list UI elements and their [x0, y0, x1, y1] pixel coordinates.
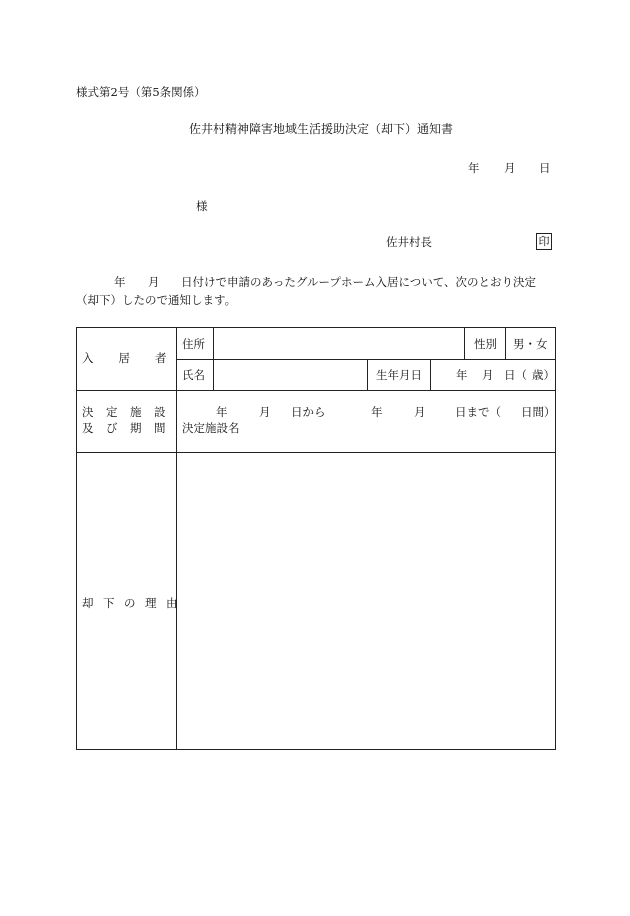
document-title: 佐井村精神障害地域生活援助決定（却下）通知書 [189, 122, 454, 136]
body-text-line1: 日付けで申請のあったグループホーム入居について、次のとおり決定 [181, 275, 537, 289]
gender-label-right-line [505, 327, 506, 359]
reason-label: 却下の理由 [82, 596, 187, 610]
form-number: 様式第2号（第5条関係） [76, 85, 206, 99]
table-border-left [76, 327, 77, 750]
birthdate-label-right-line [430, 359, 431, 390]
birthdate-label: 生年月日 [376, 368, 422, 382]
gender-label-left-line [464, 327, 465, 359]
date-day: 日 [539, 161, 551, 175]
resident-label: 入居者 [82, 351, 192, 365]
gender-label: 性別 [474, 337, 497, 351]
period-from-month: 月 [259, 405, 271, 419]
table-divider-period [76, 452, 556, 453]
table-border-right [555, 327, 556, 750]
period-days: 日間） [521, 405, 556, 419]
period-label-line2: 及び期間 [82, 421, 178, 435]
table-border-bottom [76, 749, 556, 750]
facility-name-label: 決定施設名 [182, 421, 240, 435]
table-label-column-line [176, 327, 177, 750]
period-to-year: 年 [371, 405, 383, 419]
reason-field[interactable] [178, 454, 554, 748]
period-to-month: 月 [414, 405, 426, 419]
birth-year: 年 [456, 368, 468, 382]
name-field[interactable] [215, 361, 365, 388]
age-suffix: 歳） [532, 368, 555, 382]
body-month: 月 [148, 275, 160, 289]
period-to-day: 日まで（ [455, 405, 501, 419]
birth-day-age-open: 日（ [504, 368, 527, 382]
period-from-year: 年 [216, 405, 228, 419]
date-year: 年 [468, 161, 480, 175]
birth-month: 月 [482, 368, 494, 382]
body-year: 年 [114, 275, 126, 289]
official-seal-mark: 印 [536, 233, 552, 250]
name-label: 氏名 [182, 368, 205, 382]
body-text-line2: （却下）したので通知します。 [76, 293, 237, 307]
table-divider-address [176, 359, 556, 360]
address-label-line [213, 327, 214, 390]
period-label-line1: 決定施設 [82, 405, 178, 419]
address-field[interactable] [215, 329, 462, 357]
table-border-top [76, 327, 556, 328]
table-divider-resident [76, 390, 556, 391]
issuer-name: 佐井村長 [386, 235, 432, 249]
gender-options[interactable]: 男・女 [513, 337, 548, 351]
date-month: 月 [504, 161, 516, 175]
address-label: 住所 [182, 337, 205, 351]
period-from-day: 日から [291, 405, 326, 419]
addressee-suffix: 様 [196, 199, 208, 213]
birthdate-label-left-line [367, 359, 368, 390]
